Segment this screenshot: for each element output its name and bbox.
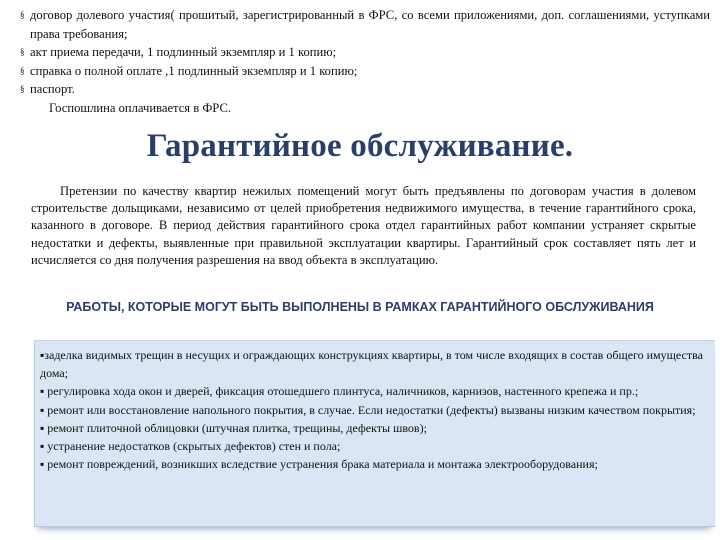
list-item-text: акт приема передачи, 1 подлинный экземпляр и 1 копию; — [30, 45, 337, 59]
bullet-icon: § — [20, 84, 25, 94]
page-title: Гарантийное обслуживание. — [146, 128, 574, 164]
list-item — [20, 43, 710, 62]
list-item: ▪ регулировка хода окон и дверей, фиксация отошедшего плинтуса, наличников, карнизов, настенного крепежа и пр.; — [40, 384, 639, 399]
list-item: ▪ устранение недостатков (скрытых дефектов) стен и пола; — [40, 439, 341, 454]
bullet-icon: § — [20, 10, 25, 20]
works-list — [40, 346, 710, 473]
bullet-icon: § — [20, 47, 25, 57]
list-item — [20, 62, 710, 81]
documents-list — [20, 6, 710, 117]
list-item: ▪ ремонт повреждений, возникших вследствие устранения брака материала и монтажа электрооборудования; — [40, 457, 598, 472]
list-item: ▪ ремонт плиточной облицовки (штучная плитка, трещины, дефекты швов); — [40, 420, 427, 435]
list-item — [20, 6, 710, 43]
list-item-text: справка о полной оплате ,1 подлинный экземпляр и 1 копию; — [30, 63, 358, 78]
list-item — [20, 80, 710, 99]
list-item: ▪ ремонт или восстановление напольного покрытия, в случае. Если недостатки (дефекты) вызваны низким качеством покрытия; — [40, 402, 696, 417]
warranty-paragraph: Претензии по качеству квартир нежилых помещений могут быть предъявлены по договорам участия в долевом строительстве дольщиками, независимо от целей приобретения недвижимого имущества, в течение гарантийного срока, казанного в договоре. В период действия гарантийного срока отдел гарантийных работ компании устраняет скрытые недостатки и дефекты, выявленные при правильной эксплуатации квартиры. Гарантийный срок составляет пять лет и исчисляется со дня получения разрешения на ввод объекта в эксплуатацию. — [31, 184, 696, 267]
list-item-text: паспорт. — [30, 82, 75, 96]
bullet-icon: § — [20, 65, 25, 76]
tax-note: Госпошлина оплачивается в ФРС. — [49, 100, 231, 115]
list-item: ▪заделка видимых трещин в несущих и ограждающих конструкциях квартиры, в том числе входящих в состав общего имущества дома; — [40, 348, 703, 381]
works-heading: РАБОТЫ, КОТОРЫЕ МОГУТ БЫТЬ ВЫПОЛНЕНЫ В РАМКАХ ГАРАНТИЙНОГО ОБСЛУЖИВАНИЯ — [66, 300, 654, 314]
list-item-text: договор долевого участия( прошитый, зарегистрированный в ФРС, со всеми приложениями, доп. соглашениями, уступками права требования; — [30, 8, 710, 41]
